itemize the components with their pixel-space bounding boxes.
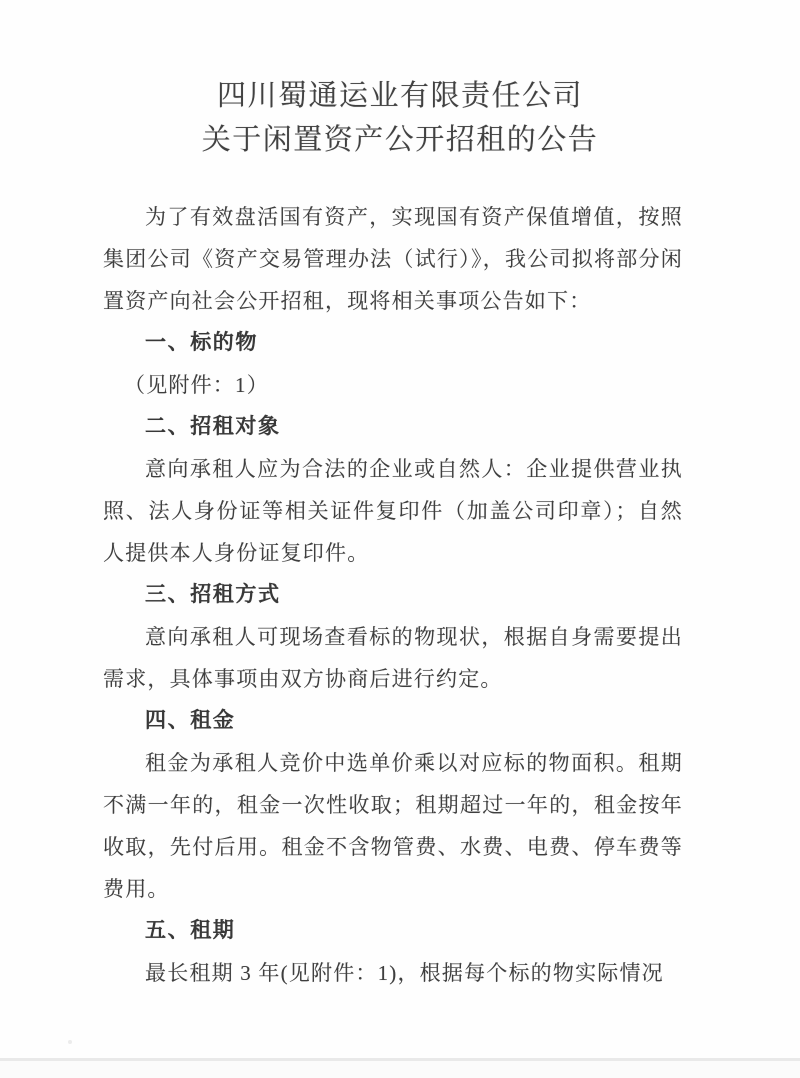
section-heading-4: 四、租金: [145, 709, 236, 732]
section-paragraph-2: 意向承租人应为合法的企业或自然人：企业提供营业执照、法人身份证等相关证件复印件（加盖公司印章）；自然人提供本人身份证复印件。: [103, 457, 683, 565]
section-paragraph-4: 租金为承租人竞价中选单价乘以对应标的物面积。租期不满一年的，租金一次性收取；租期超过一年的，租金按年收取，先付后用。租金不含物管费、水费、电费、停车费等费用。: [103, 751, 683, 901]
scan-speck: [68, 1040, 72, 1044]
section-heading-3: 三、招租方式: [145, 583, 281, 606]
section-heading-2: 二、招租对象: [145, 415, 281, 438]
section-paragraph-3: 意向承租人可现场查看标的物现状，根据自身需要提出需求，具体事项由双方协商后进行约定。: [103, 625, 683, 691]
intro-paragraph: 为了有效盘活国有资产，实现国有资产保值增值，按照集团公司《资产交易管理办法（试行）》，我公司拟将部分闲置资产向社会公开招租，现将相关事项公告如下：: [103, 205, 683, 313]
title-line-2: 关于闲置资产公开招租的公告: [201, 124, 599, 156]
document-body: [103, 196, 683, 994]
title-line-1: 四川蜀通运业有限责任公司: [216, 80, 583, 112]
attachment-note: （见附件：1）: [124, 373, 269, 397]
section-heading-5: 五、租期: [145, 919, 236, 942]
scan-background-below-edge: [0, 1061, 800, 1078]
section-heading-1: 一、标的物: [145, 331, 258, 354]
document-title: [0, 0, 800, 162]
section-paragraph-5: 最长租期 3 年(见附件：1)，根据每个标的物实际情况: [145, 961, 664, 985]
